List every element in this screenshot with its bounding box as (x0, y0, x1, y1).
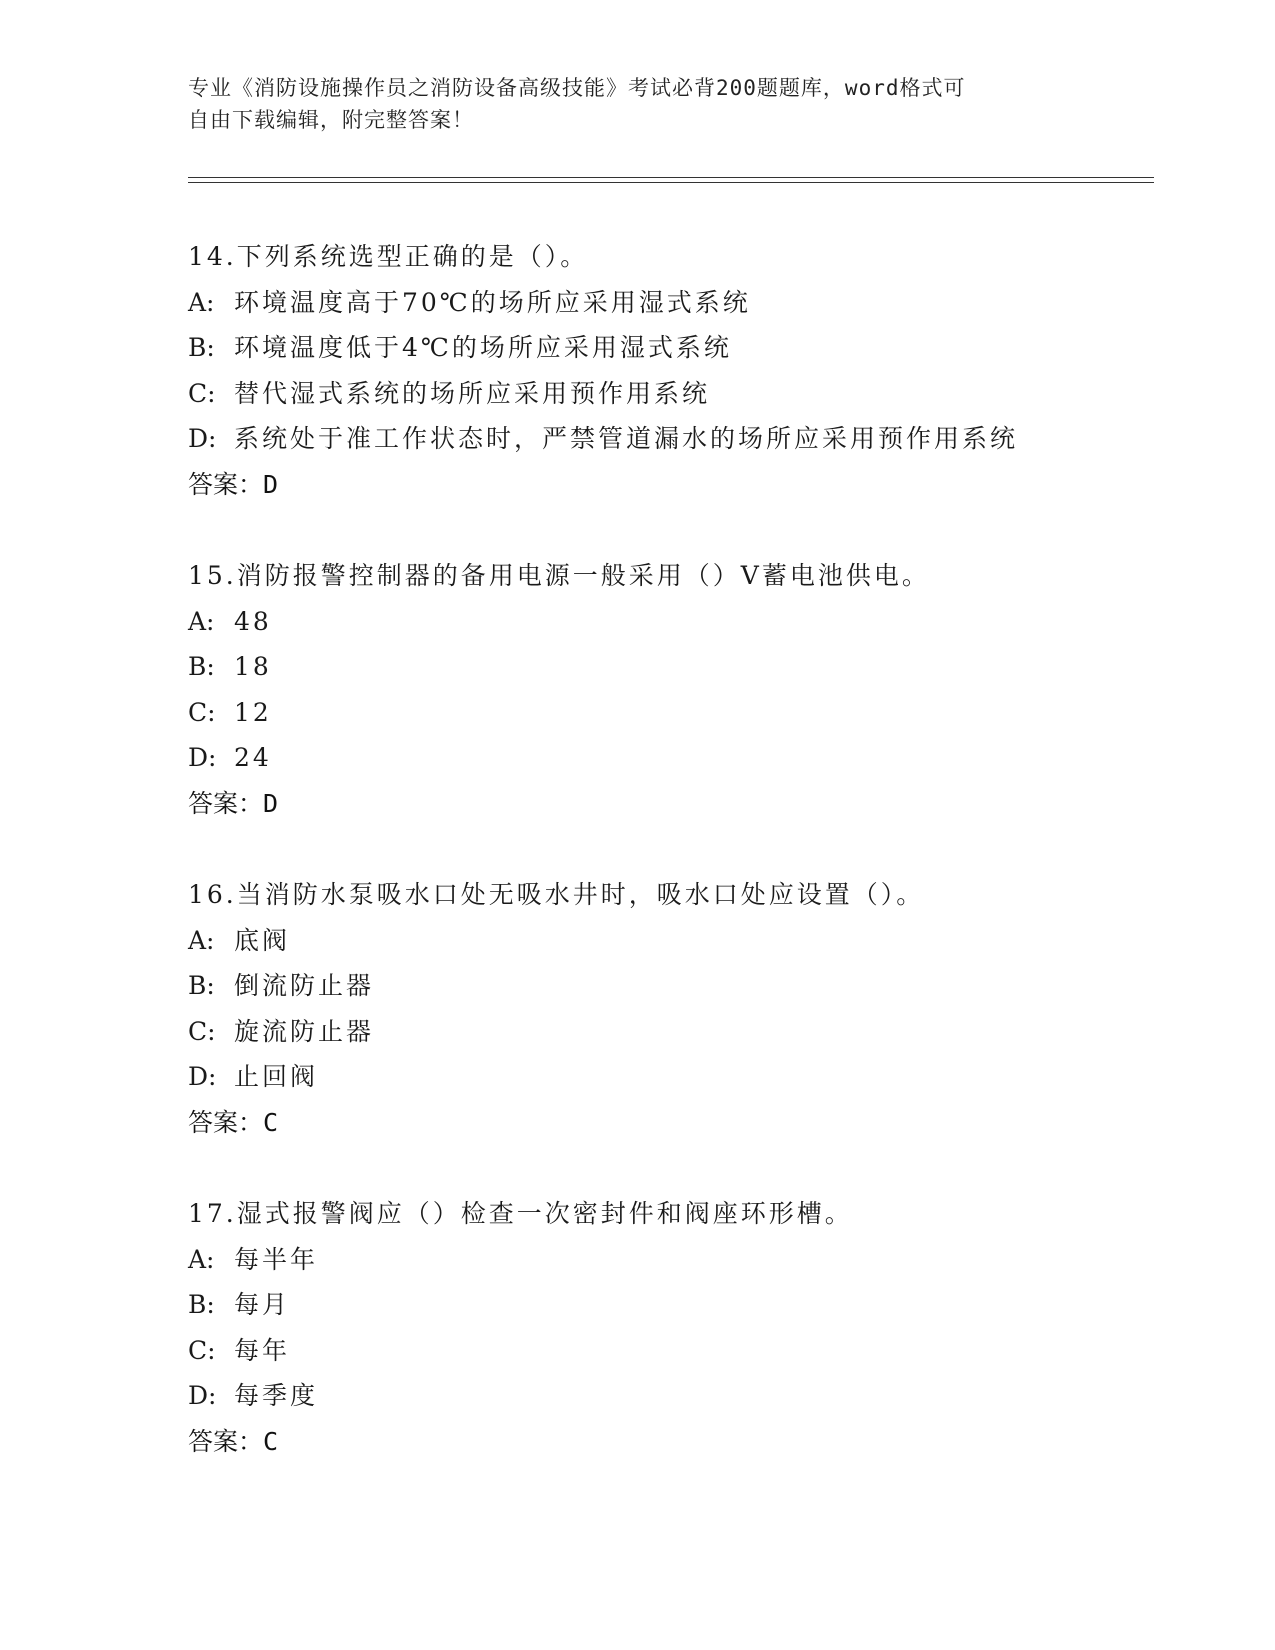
answer-line (188, 462, 1148, 508)
option-key: C: (188, 1016, 216, 1046)
option-text: 替代湿式系统的场所应采用预作用系统 (234, 378, 711, 408)
option-c (188, 1328, 1148, 1374)
option-text: 18 (234, 652, 272, 681)
option-d (188, 1054, 1148, 1100)
option-text: 环境温度低于4℃的场所应采用湿式系统 (234, 333, 732, 362)
option-text: 环境温度高于70℃的场所应采用湿式系统 (234, 287, 751, 317)
option-key: B: (188, 1290, 215, 1319)
option-a (188, 1237, 1148, 1283)
question-15 (188, 553, 1148, 826)
answer-value: C (263, 1426, 279, 1456)
answer-label: 答案： (188, 469, 264, 499)
header-divider-bottom (188, 182, 1154, 183)
option-d (188, 1373, 1148, 1419)
option-a (188, 280, 1148, 326)
question-stem: 17.湿式报警阀应（）检查一次密封件和阀座环形槽。 (188, 1199, 853, 1228)
option-key: C: (188, 697, 216, 727)
option-text: 48 (234, 606, 272, 636)
option-text: 每年 (234, 1335, 291, 1365)
option-a (188, 918, 1148, 964)
option-text: 系统处于准工作状态时，严禁管道漏水的场所应采用预作用系统 (234, 424, 1019, 453)
option-b (188, 325, 1148, 371)
header-line-2: 自由下载编辑，附完整答案！ (188, 108, 474, 132)
question-17 (188, 1191, 1148, 1464)
option-c (188, 690, 1148, 736)
option-text: 倒流防止器 (234, 971, 375, 1000)
option-key: D: (188, 1062, 217, 1091)
question-stem: 16.当消防水泵吸水口处无吸水井时，吸水口处应设置（）。 (188, 880, 925, 909)
question-14 (188, 234, 1148, 507)
option-key: C: (188, 378, 216, 408)
option-key: D: (188, 743, 217, 772)
answer-label: 答案： (188, 788, 264, 818)
option-key: D: (188, 1381, 217, 1410)
option-d (188, 416, 1148, 462)
option-b (188, 1282, 1148, 1328)
answer-line (188, 1100, 1148, 1146)
option-text: 24 (234, 743, 272, 772)
option-text: 每半年 (234, 1244, 319, 1274)
answer-label: 答案： (188, 1426, 264, 1456)
option-b (188, 644, 1148, 690)
answer-line (188, 781, 1148, 827)
option-a (188, 599, 1148, 645)
question-stem: 14.下列系统选型正确的是（）。 (188, 242, 589, 271)
option-b (188, 963, 1148, 1009)
option-c (188, 371, 1148, 417)
question-16 (188, 872, 1148, 1145)
option-key: A: (188, 1244, 215, 1274)
header-line-1: 专业《消防设施操作员之消防设备高级技能》考试必背200题题库，word格式可 (188, 76, 966, 100)
option-key: B: (188, 333, 215, 362)
option-key: B: (188, 971, 215, 1000)
question-stem: 15.消防报警控制器的备用电源一般采用（）V蓄电池供电。 (188, 561, 930, 590)
option-c (188, 1009, 1148, 1055)
header-divider-top (188, 177, 1154, 178)
option-key: C: (188, 1335, 216, 1365)
option-key: A: (188, 925, 215, 955)
question-list (188, 234, 1148, 1510)
option-key: B: (188, 652, 215, 681)
answer-line (188, 1419, 1148, 1465)
answer-value: D (263, 469, 279, 499)
option-text: 每季度 (234, 1381, 319, 1410)
option-text: 12 (234, 697, 272, 727)
option-text: 旋流防止器 (234, 1016, 375, 1046)
answer-value: D (263, 788, 279, 818)
option-text: 每月 (234, 1290, 291, 1319)
option-text: 止回阀 (234, 1062, 319, 1091)
page-header (188, 72, 1068, 136)
option-key: A: (188, 287, 215, 317)
answer-value: C (263, 1107, 279, 1137)
answer-label: 答案： (188, 1107, 264, 1137)
option-key: D: (188, 424, 217, 453)
option-key: A: (188, 606, 215, 636)
option-text: 底阀 (234, 925, 291, 955)
option-d (188, 735, 1148, 781)
